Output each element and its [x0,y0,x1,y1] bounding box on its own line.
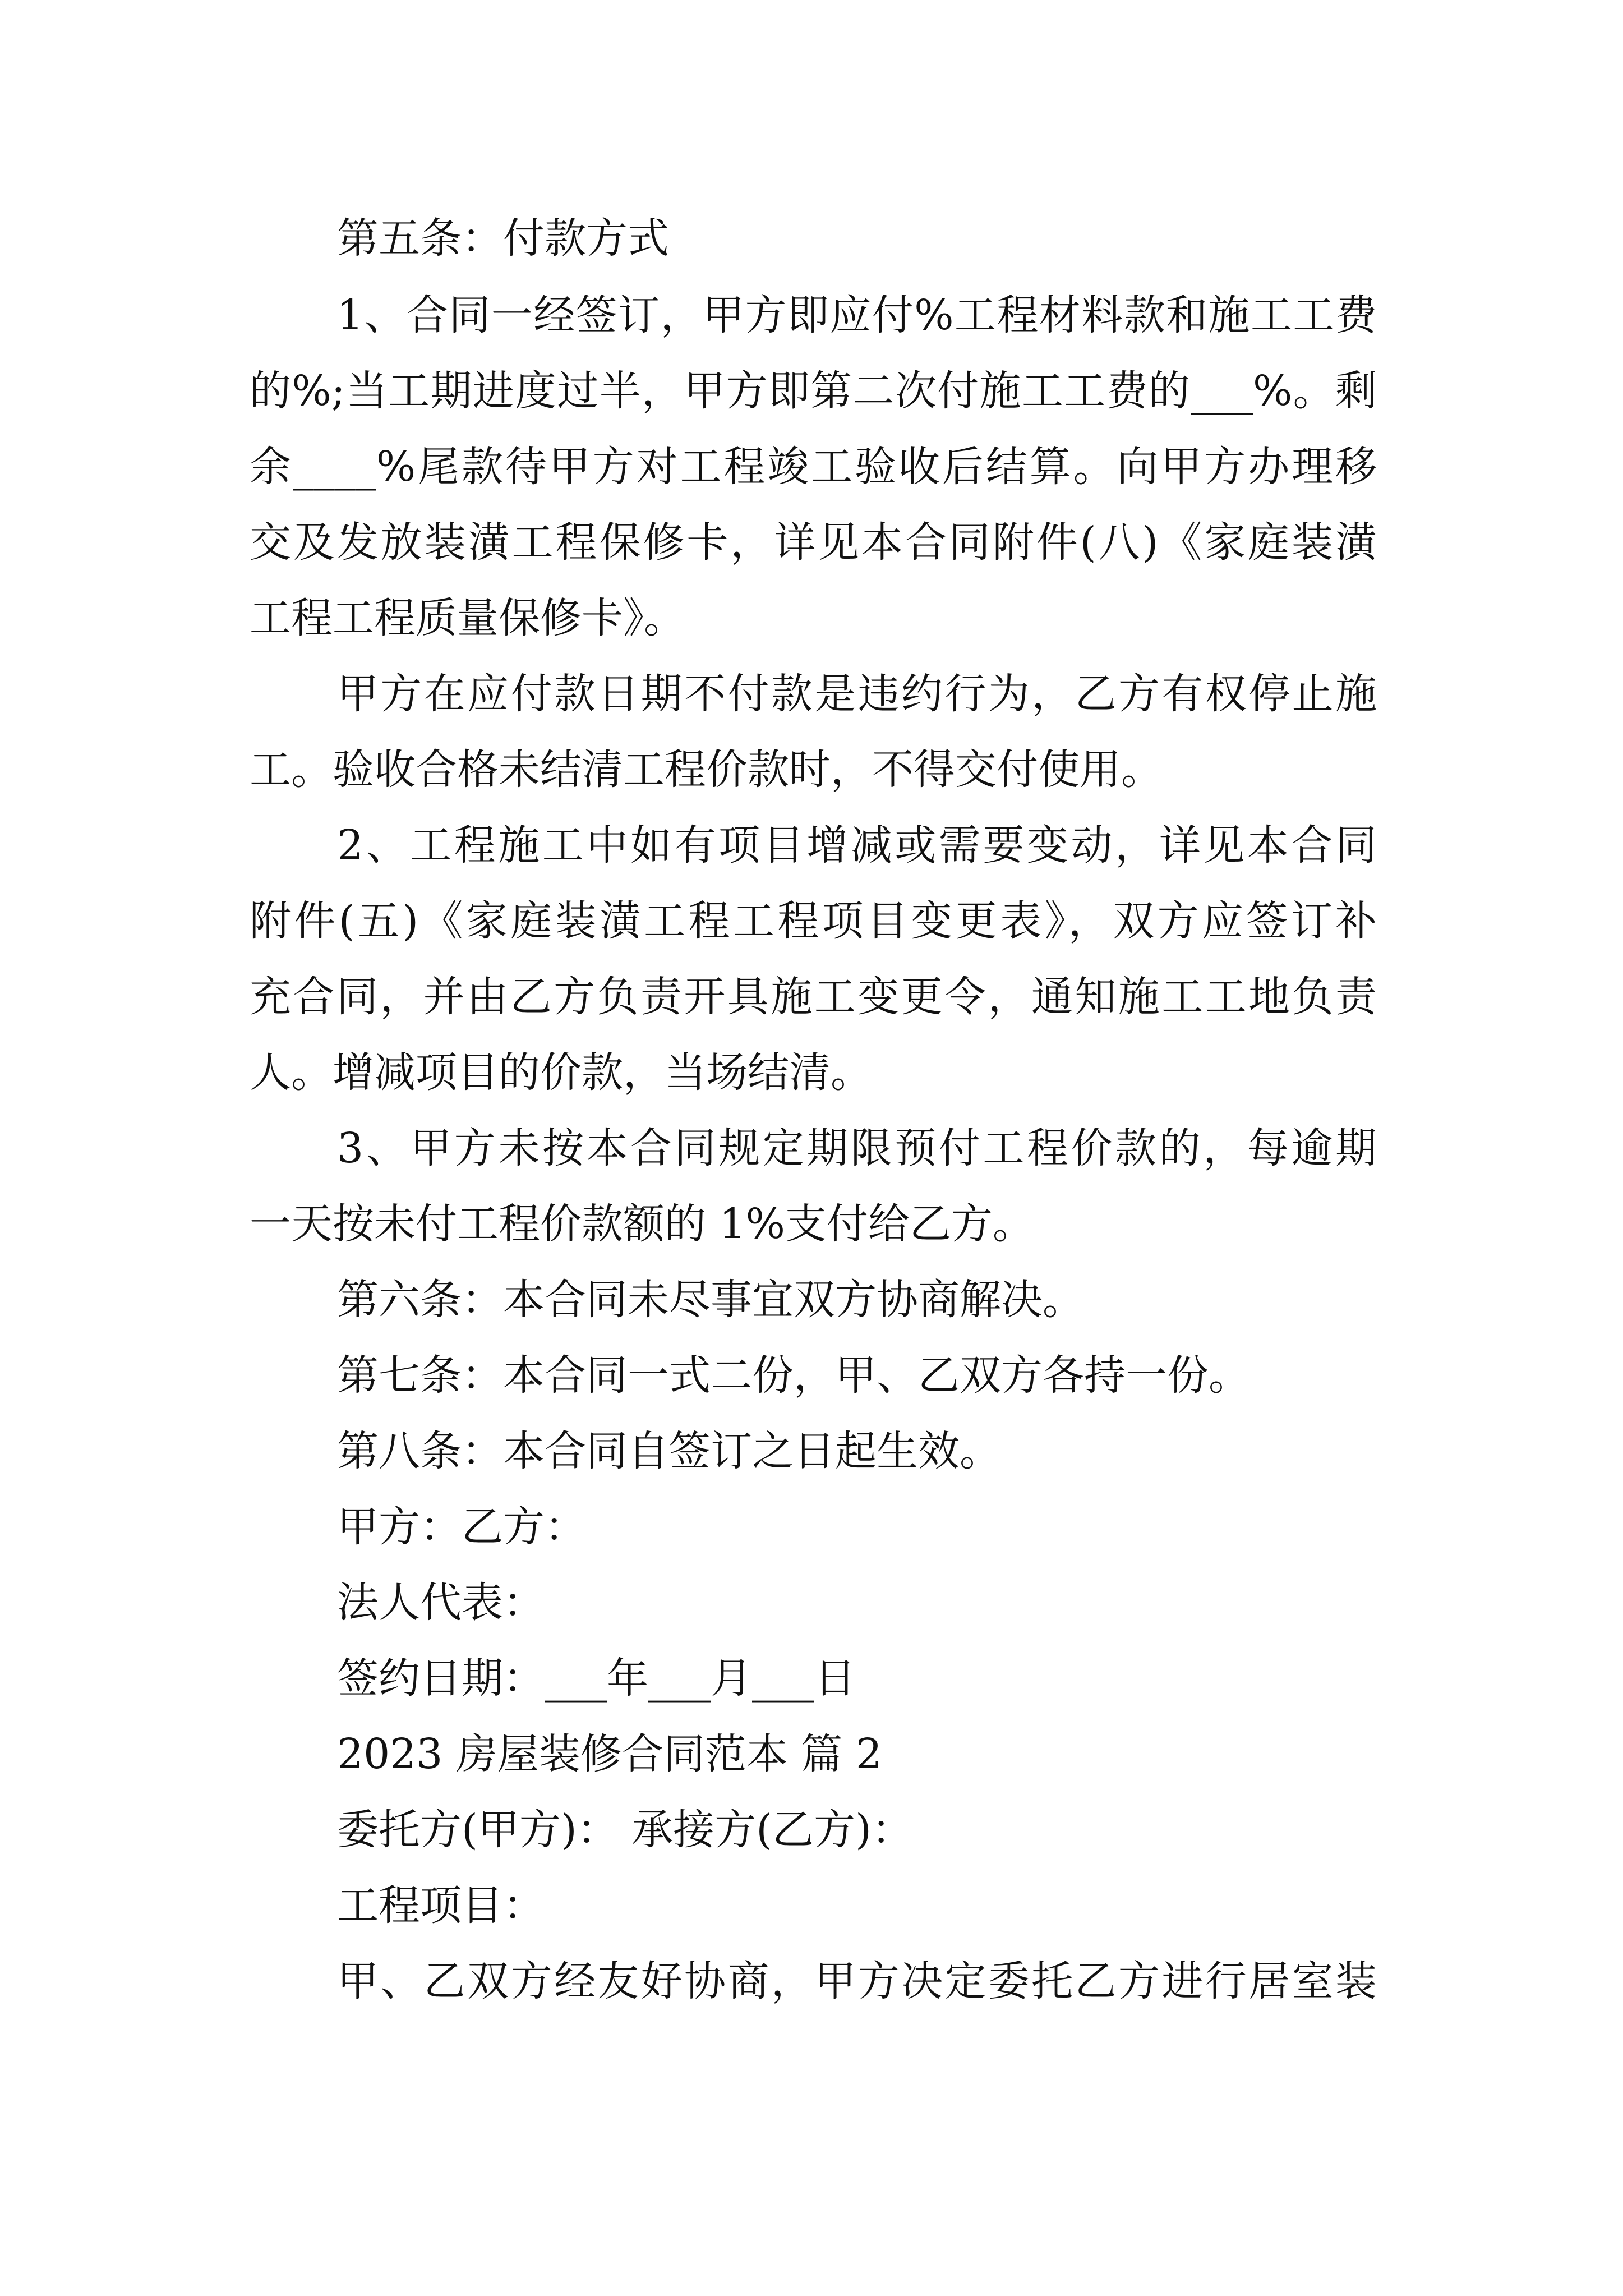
paragraph-line: 工。验收合格未结清工程价款时，不得交付使用。 [250,746,1163,794]
signing-date-line: 签约日期：___年___月___日 [337,1654,856,1703]
section-title: 2023 房屋装修合同范本 篇 2 [337,1730,882,1778]
party-signature-line: 甲方：乙方： [337,1503,586,1551]
article-8: 第八条：本合同自签订之日起生效。 [337,1427,1001,1475]
paragraph-line: 3、甲方未按本合同规定期限预付工程价款的，每逾期 [337,1124,1377,1172]
article-5-heading: 第五条：付款方式 [337,214,669,263]
paragraph-line: 的%;当工期进度过半，甲方即第二次付施工工费的___%。剩 [250,367,1377,415]
paragraph-line: 附件(五)《家庭装潢工程工程项目变更表》，双方应签订补 [250,897,1377,945]
project-line: 工程项目： [337,1881,545,1930]
paragraph-line: 1、合同一经签订，甲方即应付%工程材料款和施工工费 [337,291,1377,339]
parties-line: 委托方(甲方)： 承接方(乙方)： [337,1806,914,1854]
paragraph-line: 一天按未付工程价款额的 1%支付给乙方。 [250,1200,1034,1248]
paragraph-line: 甲方在应付款日期不付款是违约行为，乙方有权停止施 [337,670,1377,718]
paragraph-line: 工程工程质量保修卡》。 [250,594,685,642]
article-7: 第七条：本合同一式二份，甲、乙双方各持一份。 [337,1351,1250,1400]
paragraph-line: 人。增减项目的价款，当场结清。 [250,1048,872,1097]
article-6: 第六条：本合同未尽事宜双方协商解决。 [337,1276,1084,1324]
legal-representative-line: 法人代表： [337,1579,545,1627]
paragraph-line: 2、工程施工中如有项目增减或需要变动，详见本合同 [337,821,1377,869]
paragraph-line: 充合同，并由乙方负责开具施工变更令，通知施工工地负责 [250,973,1377,1021]
paragraph-line: 甲、乙双方经友好协商，甲方决定委托乙方进行居室装 [337,1957,1377,2005]
paragraph-line: 余____%尾款待甲方对工程竣工验收后结算。向甲方办理移 [250,443,1377,491]
paragraph-line: 交及发放装潢工程保修卡，详见本合同附件(八)《家庭装潢 [250,518,1377,567]
